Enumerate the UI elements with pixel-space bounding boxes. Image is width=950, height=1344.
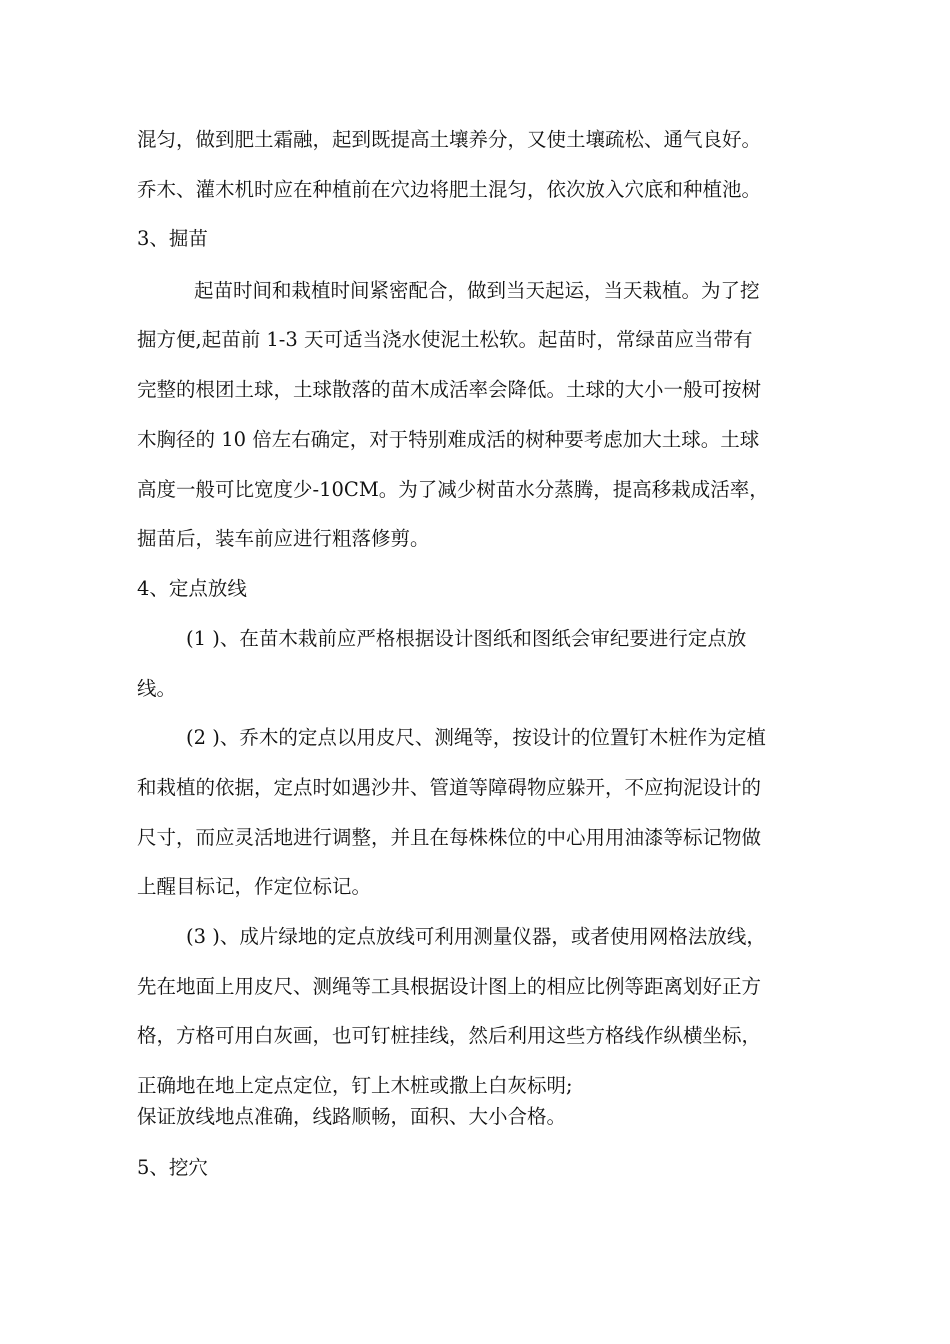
text-line: 尺寸，而应灵活地进行调整，并且在每株株位的中心用用油漆等标记物做 [137,826,762,849]
section-heading-3: 3、掘苗 [137,227,208,250]
text-line: 乔木、灌木机时应在种植前在穴边将肥土混匀，依次放入穴底和种植池。 [137,178,762,201]
text-line: 起苗时间和栽植时间紧密配合，做到当天起运，当天栽植。为了挖 [194,279,760,302]
text-line: 上醒目标记，作定位标记。 [137,875,372,898]
text-line: (3 )、成片绿地的定点放线可利用测量仪器，或者使用网格法放线， [186,925,766,948]
text-line: (1 )、在苗木栽前应严格根据设计图纸和图纸会审纪要进行定点放 [186,627,747,650]
text-line: 混匀，做到肥土霜融，起到既提高土壤养分，又使土壤疏松、通气良好。 [137,128,762,151]
text-line: 先在地面上用皮尺、测绳等工具根据设计图上的相应比例等距离划好正方 [137,975,762,998]
text-line: 格，方格可用白灰画，也可钉桩挂线，然后利用这些方格线作纵横坐标， [137,1024,762,1047]
text-line: 正确地在地上定点定位，钉上木桩或撒上白灰标明; [137,1074,573,1097]
text-line: 木胸径的 10 倍左右确定，对于特别难成活的树种要考虑加大土球。土球 [137,428,760,451]
text-line: 和栽植的依据，定点时如遇沙井、管道等障碍物应躲开，不应拘泥设计的 [137,776,762,799]
section-heading-4: 4、定点放线 [137,577,247,600]
section-heading-5: 5、挖穴 [137,1156,208,1179]
text-line: 高度一般可比宽度少-10CM。为了减少树苗水分蒸腾，提高移栽成活率， [137,478,769,501]
text-line: (2 )、乔木的定点以用皮尺、测绳等，按设计的位置钉木桩作为定植 [186,726,766,749]
text-line: 完整的根团土球，土球散落的苗木成活率会降低。土球的大小一般可按树 [137,378,762,401]
text-line: 线。 [137,677,177,700]
text-line: 掘方便,起苗前 1-3 天可适当浇水使泥土松软。起苗时，常绿苗应当带有 [137,328,753,351]
text-line: 保证放线地点准确，线路顺畅，面积、大小合格。 [137,1105,567,1128]
text-line: 掘苗后，装车前应进行粗落修剪。 [137,527,430,550]
